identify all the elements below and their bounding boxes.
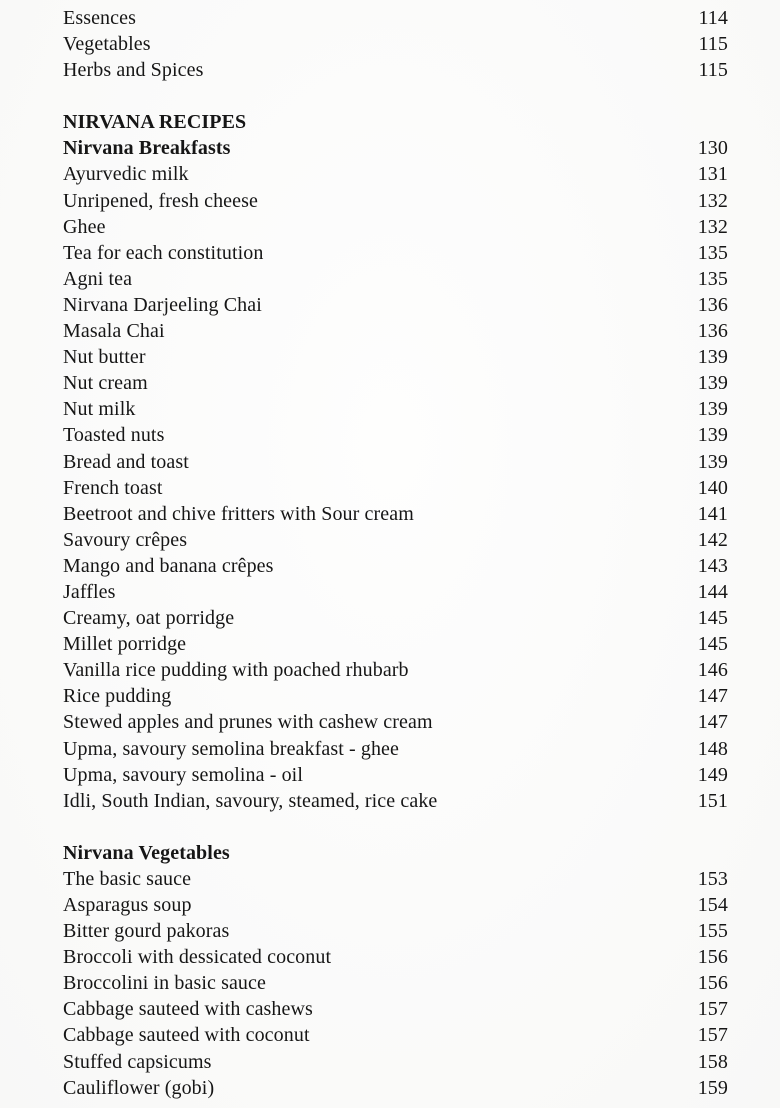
toc-entry-label: Tea for each constitution — [63, 241, 264, 264]
toc-row — [63, 605, 728, 631]
toc-entry-label: Rice pudding — [63, 685, 172, 708]
toc-row — [63, 292, 728, 318]
toc-entry-label: Bitter gourd pakoras — [63, 920, 230, 943]
toc-entry-page: 136 — [697, 293, 728, 316]
toc-entry-page: 147 — [697, 711, 728, 734]
toc-entry-label: Savoury crêpes — [63, 528, 188, 551]
toc-entry-label: Jaffles — [63, 580, 116, 603]
toc-entry-label: Herbs and Spices — [63, 59, 204, 82]
toc-row — [63, 501, 728, 527]
toc-entry-page: 145 — [697, 633, 728, 656]
toc-entry-page: 154 — [697, 894, 728, 916]
toc-row — [63, 762, 728, 788]
toc-entry-page: 145 — [697, 607, 728, 630]
toc-entry-label: Vegetables — [63, 33, 151, 56]
toc-entry-label: Cabbage sauteed with coconut — [63, 1024, 310, 1047]
toc-row — [63, 214, 728, 240]
toc-entry-page: 115 — [698, 33, 728, 56]
toc-row — [63, 579, 728, 605]
toc-entry-page: 135 — [697, 241, 728, 264]
toc-entry-label: Nut cream — [63, 372, 148, 395]
toc-entry-page: 157 — [697, 1024, 728, 1047]
toc-entry-label: Asparagus soup — [63, 894, 192, 916]
toc-entry-label: Ghee — [63, 215, 106, 238]
toc-row — [63, 5, 728, 31]
toc-row — [63, 892, 728, 918]
toc-entry-page: 132 — [697, 215, 728, 238]
toc-entry-page: 144 — [697, 580, 728, 603]
toc-entry-page: 153 — [697, 867, 728, 890]
toc-entry-page: 130 — [697, 137, 728, 160]
toc-row — [63, 918, 728, 944]
toc-row — [63, 370, 728, 396]
toc-entry-page: 143 — [697, 554, 728, 577]
toc-entry-label: Mango and banana crêpes — [63, 554, 274, 577]
toc-entry-label: Cabbage sauteed with cashews — [63, 998, 313, 1021]
toc-entry-label: Broccolini in basic sauce — [63, 972, 266, 995]
toc-entry-label: Beetroot and chive fritters with Sour cream — [63, 502, 414, 525]
toc-entry-page: 136 — [697, 320, 728, 343]
toc-entry-label: Upma, savoury semolina breakfast - ghee — [63, 737, 400, 760]
toc-row — [63, 449, 728, 475]
toc-entry-label: Nirvana Breakfasts — [63, 137, 231, 160]
toc-row — [63, 553, 728, 579]
toc-row — [63, 31, 728, 57]
toc-entry-label: Nut butter — [63, 346, 146, 369]
toc-entry-label: NIRVANA RECIPES — [63, 111, 247, 134]
toc-entry-page: 151 — [697, 789, 728, 812]
toc-row — [63, 266, 728, 292]
toc-entry-label: Millet porridge — [63, 633, 187, 656]
toc-entry-label: Broccoli with dessicated coconut — [63, 946, 332, 969]
toc-row — [63, 344, 728, 370]
toc-entry-page: 139 — [697, 450, 728, 473]
toc-row — [63, 475, 728, 501]
toc-entry-label: Toasted nuts — [63, 424, 165, 447]
toc-entry-label: Agni tea — [63, 267, 133, 290]
toc-entry-page: 132 — [697, 189, 728, 212]
toc-entry-page: 131 — [697, 163, 728, 186]
toc-row — [63, 1022, 728, 1048]
toc-row — [63, 1049, 728, 1075]
toc-row — [63, 709, 728, 735]
toc-row — [63, 109, 728, 135]
toc-entry-label: Ayurvedic milk — [63, 163, 189, 186]
toc-row — [63, 318, 728, 344]
toc-row — [63, 527, 728, 553]
toc-entry-page: 135 — [697, 267, 728, 290]
toc-row — [63, 396, 728, 422]
toc-entry-label: Nirvana Vegetables — [63, 841, 230, 864]
toc-row — [63, 996, 728, 1022]
toc-entry-label: Nut milk — [63, 398, 136, 421]
toc-entry-label: Masala Chai — [63, 320, 165, 343]
toc-row — [63, 840, 728, 866]
toc-entry-page: 155 — [697, 920, 728, 943]
toc-row — [63, 422, 728, 448]
toc-entry-label: Upma, savoury semolina - oil — [63, 763, 303, 786]
toc-entry-page: 142 — [697, 528, 728, 551]
toc-entry-page: 149 — [697, 763, 728, 786]
toc-row — [63, 240, 728, 266]
toc-entry-page: 148 — [697, 737, 728, 760]
toc-row — [63, 657, 728, 683]
toc-entry-page: 115 — [698, 59, 728, 82]
toc-row — [63, 161, 728, 187]
toc-entry-label: Cauliflower (gobi) — [63, 1076, 215, 1099]
toc-entry-label: Essences — [63, 7, 136, 29]
toc-entry-label: Vanilla rice pudding with poached rhubarb — [63, 659, 409, 682]
toc-entry-page: 140 — [697, 476, 728, 499]
toc-row — [63, 135, 728, 161]
toc-entry-page: 141 — [697, 502, 728, 525]
toc-row — [63, 970, 728, 996]
toc-row — [63, 944, 728, 970]
toc-entry-page: 139 — [697, 372, 728, 395]
toc-entry-page: 158 — [697, 1050, 728, 1073]
toc-row — [63, 1075, 728, 1101]
toc-row — [63, 788, 728, 814]
toc-entry-label: Stewed apples and prunes with cashew cream — [63, 711, 433, 734]
toc-entry-page: 159 — [697, 1076, 728, 1099]
toc-entry-page: 146 — [697, 659, 728, 682]
toc-entry-label: The basic sauce — [63, 867, 192, 890]
toc-row — [63, 57, 728, 83]
toc-entry-page: 156 — [697, 946, 728, 969]
toc-row — [63, 736, 728, 762]
toc-entry-label: Bread and toast — [63, 450, 189, 473]
toc-entry-page: 157 — [697, 998, 728, 1021]
toc-entry-page: 156 — [697, 972, 728, 995]
toc-row — [63, 188, 728, 214]
toc-row — [63, 683, 728, 709]
toc-entry-page: 147 — [697, 685, 728, 708]
toc-entry-label: Unripened, fresh cheese — [63, 189, 258, 212]
toc-entry-page: 139 — [697, 424, 728, 447]
toc-row — [63, 631, 728, 657]
toc-entry-label: Idli, South Indian, savoury, steamed, rice cake — [63, 789, 438, 812]
toc-entry-page: 139 — [697, 398, 728, 421]
toc-entry-label: French toast — [63, 476, 163, 499]
toc-entry-label: Nirvana Darjeeling Chai — [63, 293, 262, 316]
toc-entry-label: Creamy, oat porridge — [63, 607, 235, 630]
toc-entry-page: 139 — [697, 346, 728, 369]
toc-list — [63, 5, 728, 1101]
toc-entry-label: Stuffed capsicums — [63, 1050, 212, 1073]
toc-row — [63, 866, 728, 892]
toc-entry-page: 114 — [698, 7, 728, 29]
